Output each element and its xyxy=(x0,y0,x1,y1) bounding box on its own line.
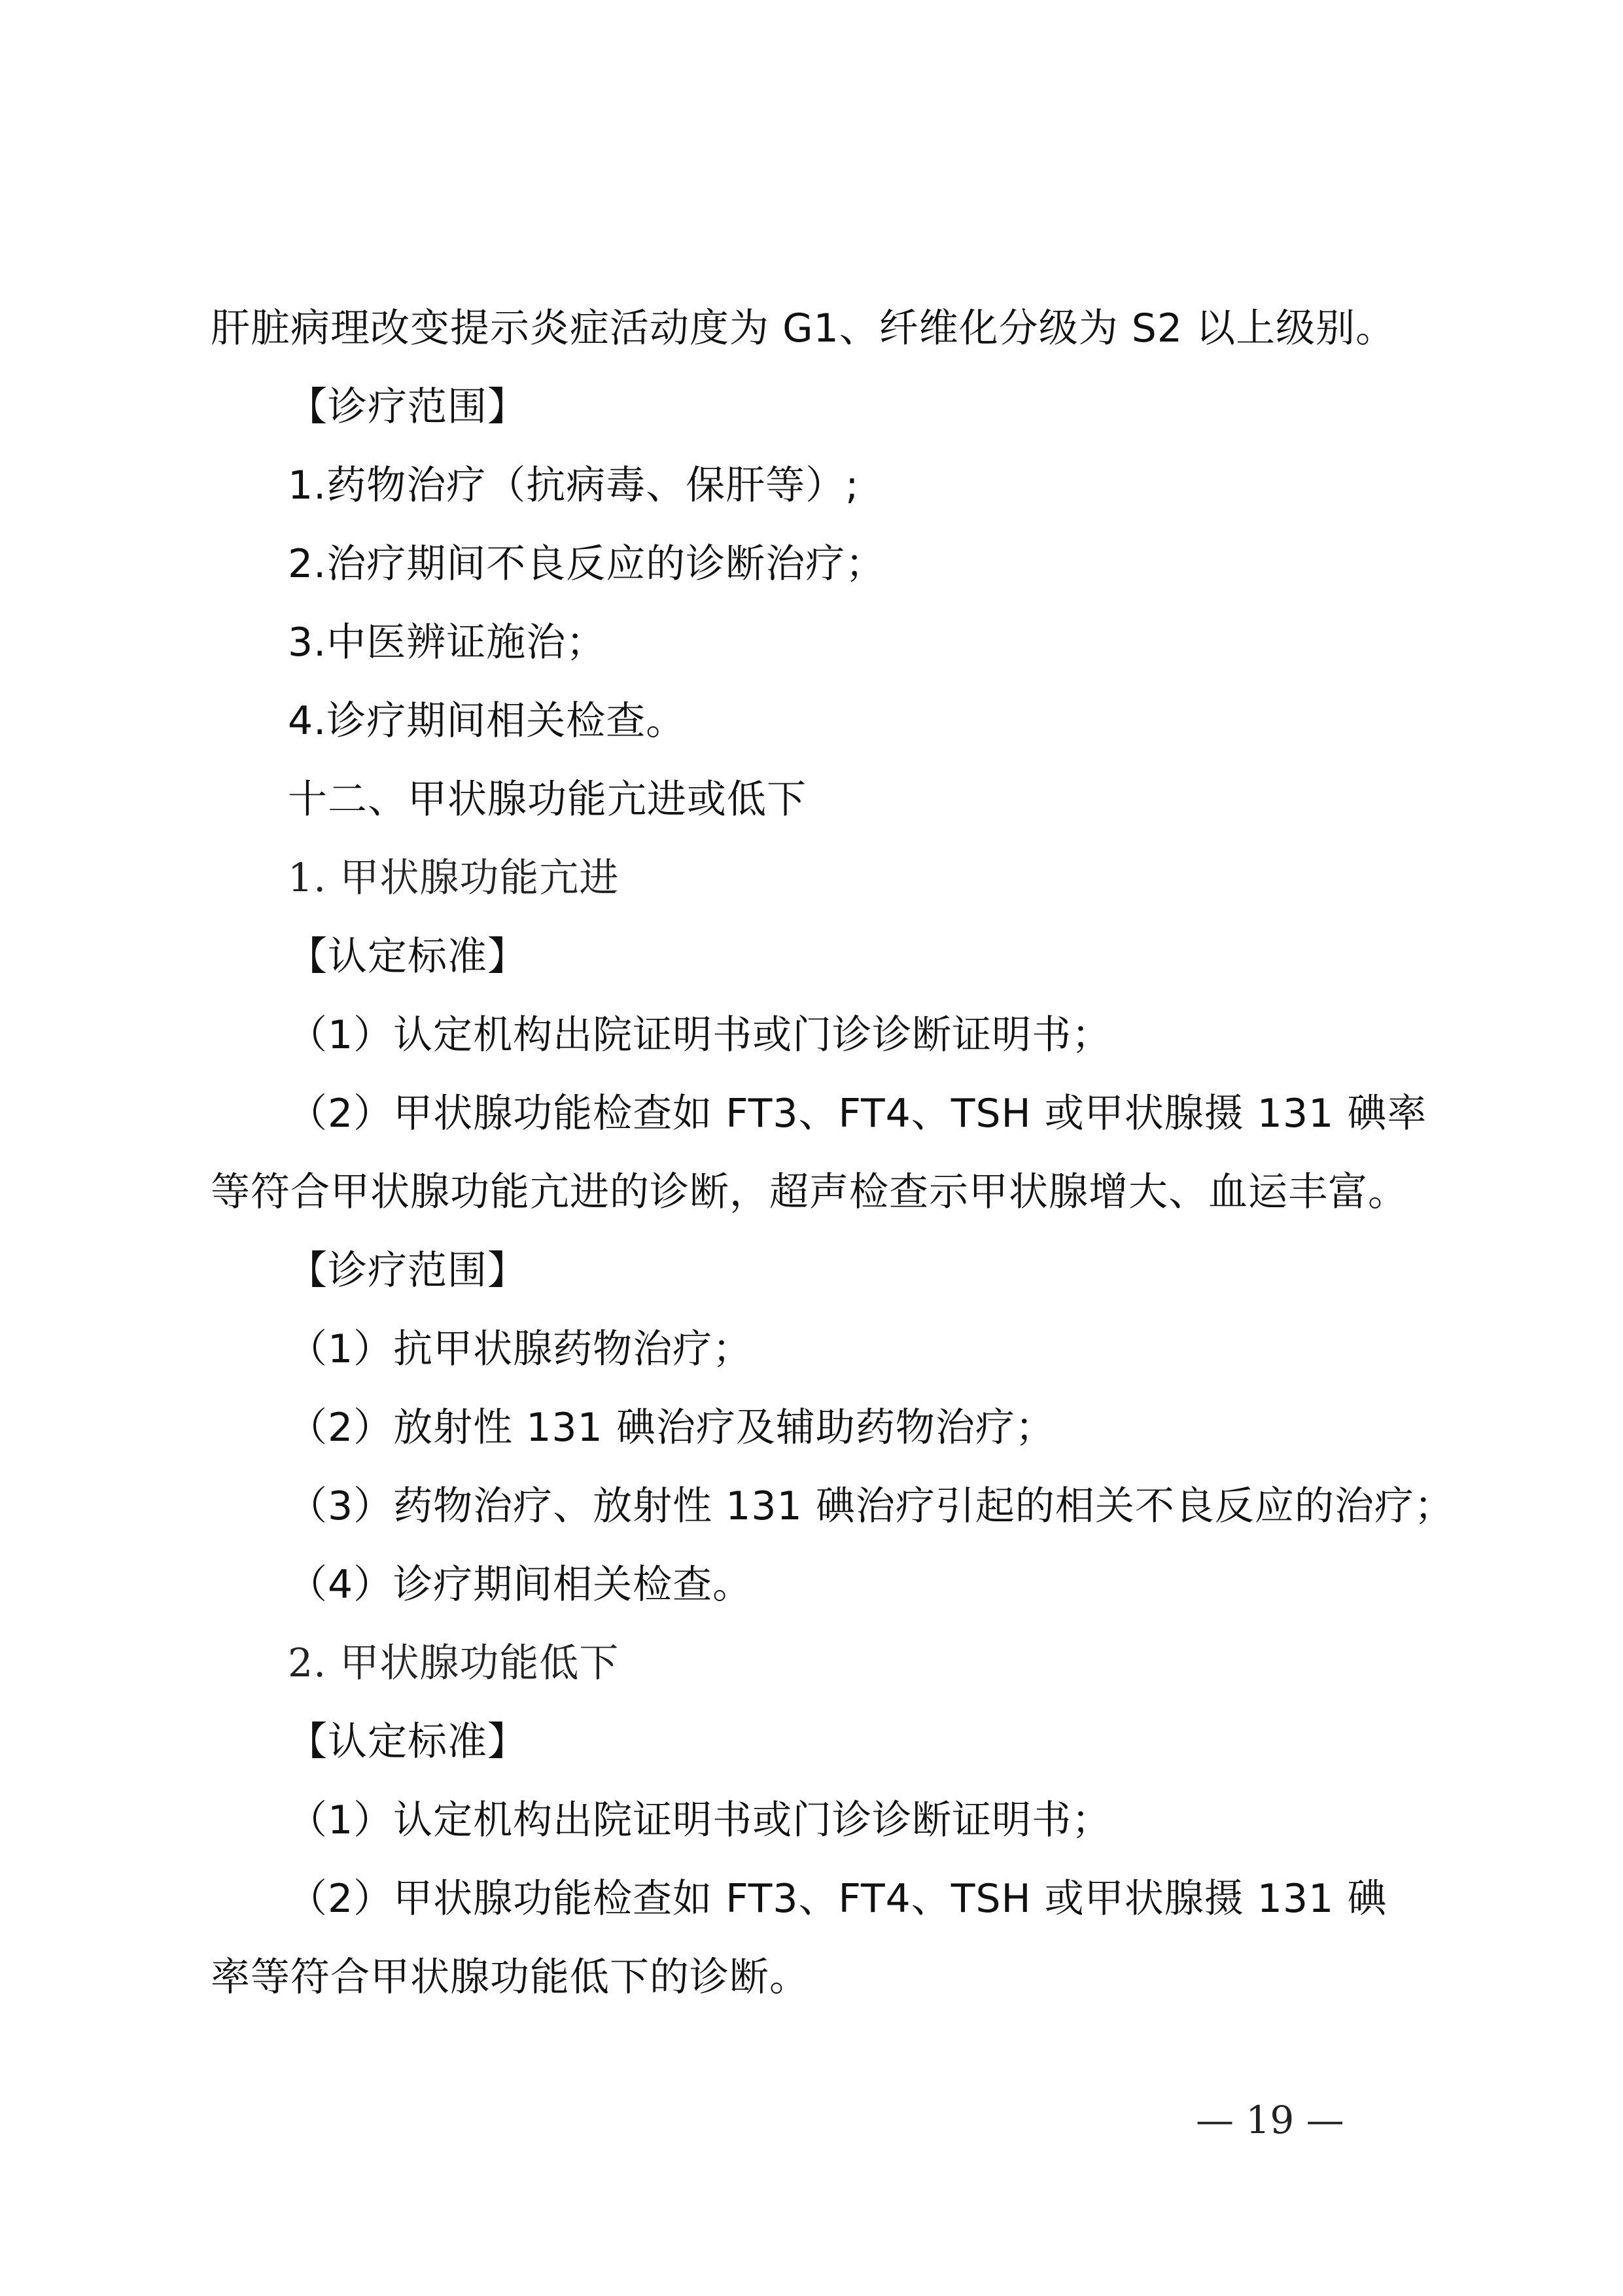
list-item: （3）药物治疗、放射性 131 碘治疗引起的相关不良反应的治疗； xyxy=(288,1483,1454,1529)
list-item-continuation: 率等符合甲状腺功能低下的诊断。 xyxy=(211,1954,809,2000)
section-heading-criteria: 【认定标准】 xyxy=(288,1719,527,1765)
page-number: — 19 — xyxy=(1196,2098,1344,2142)
subsection-heading-hypothyroidism: 2. 甲状腺功能低下 xyxy=(288,1640,620,1686)
subsection-heading-hyperthyroidism: 1. 甲状腺功能亢进 xyxy=(288,855,620,901)
chapter-heading-thyroid: 十二、甲状腺功能亢进或低下 xyxy=(288,777,807,822)
list-item: （1）认定机构出院证明书或门诊诊断证明书； xyxy=(288,1797,1112,1843)
list-item-continuation: 等符合甲状腺功能亢进的诊断，超声检查示甲状腺增大、血运丰富。 xyxy=(211,1169,1408,1215)
section-heading-treatment-scope: 【诊疗范围】 xyxy=(288,1248,527,1294)
list-item: （2）甲状腺功能检查如 FT3、FT4、TSH 或甲状腺摄 131 碘 xyxy=(288,1876,1387,1922)
list-item: （4）诊疗期间相关检查。 xyxy=(288,1562,753,1608)
section-heading-treatment-scope: 【诊疗范围】 xyxy=(288,384,527,430)
paragraph-line-liver-pathology: 肝脏病理改变提示炎症活动度为 G1、纤维化分级为 S2 以上级别。 xyxy=(211,306,1396,351)
list-item: 2.治疗期间不良反应的诊断治疗； xyxy=(288,541,886,587)
list-item: （2）放射性 131 碘治疗及辅助药物治疗； xyxy=(288,1405,1055,1451)
list-item: 3.中医辨证施治； xyxy=(288,620,606,665)
list-item: （1）认定机构出院证明书或门诊诊断证明书； xyxy=(288,1012,1112,1058)
list-item: 4.诊疗期间相关检查。 xyxy=(288,698,686,744)
list-item: 1.药物治疗（抗病毒、保肝等）; xyxy=(288,463,860,508)
section-heading-criteria: 【认定标准】 xyxy=(288,934,527,980)
list-item: （1）抗甲状腺药物治疗； xyxy=(288,1326,753,1372)
list-item: （2）甲状腺功能检查如 FT3、FT4、TSH 或甲状腺摄 131 碘率 xyxy=(288,1091,1427,1137)
